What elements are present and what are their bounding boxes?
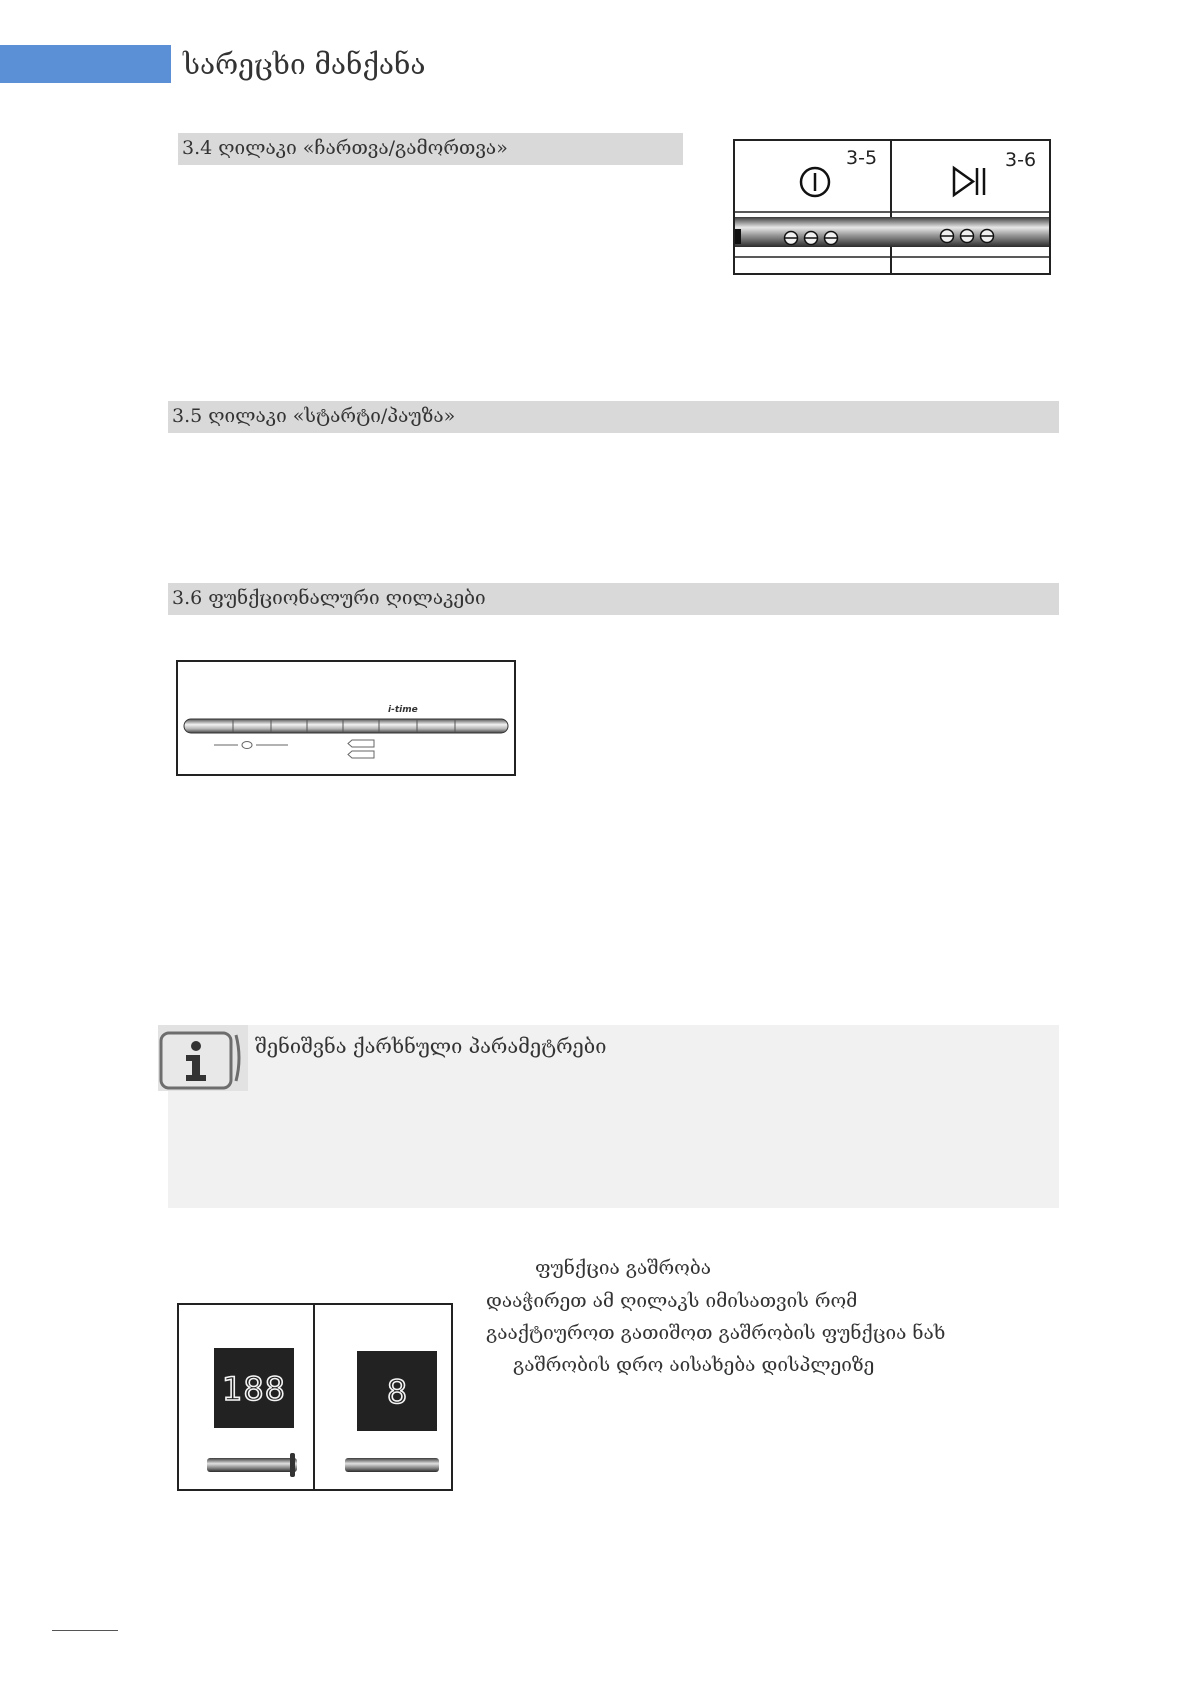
drying-desc-line-2: გააქტიუროთ გათიშოთ გაშრობის ფუნქცია ნახ [486, 1322, 946, 1344]
section-3-6-title: 3.6 ფუნქციონალური ღილაკები [168, 583, 1059, 615]
drying-heading: ფუნქცია გაშრობა [535, 1257, 711, 1279]
drying-display-figure [177, 1303, 453, 1491]
drying-desc-line-3: გაშრობის დრო აისახება დისპლეიზე [513, 1354, 875, 1376]
info-icon [158, 1025, 248, 1091]
page-title: სარეცხი მანქანა [183, 48, 426, 81]
section-3-4-title: 3.4 ღილაკი «ჩართვა/გამორთვა» [178, 133, 683, 165]
header-accent-bar [0, 45, 171, 83]
section-3-5-title: 3.5 ღილაკი «სტარტი/პაუზა» [168, 401, 1059, 433]
function-buttons-panel-figure [176, 660, 516, 776]
drying-desc-line-1: დააჭირეთ ამ ღილაკს იმისათვის რომ [486, 1290, 858, 1312]
brand-label: i-time [388, 705, 418, 715]
figure-label-3-6: 3-6 [1005, 149, 1037, 171]
display-readout-left: 188 [221, 1370, 287, 1408]
display-readout-right: 8 [386, 1373, 408, 1411]
note-title: შენიშვნა ქარხნული პარამეტრები [255, 1034, 607, 1058]
figure-label-3-5: 3-5 [846, 147, 878, 169]
footer-rule [52, 1630, 118, 1631]
power-start-panel-figure [733, 139, 1051, 275]
